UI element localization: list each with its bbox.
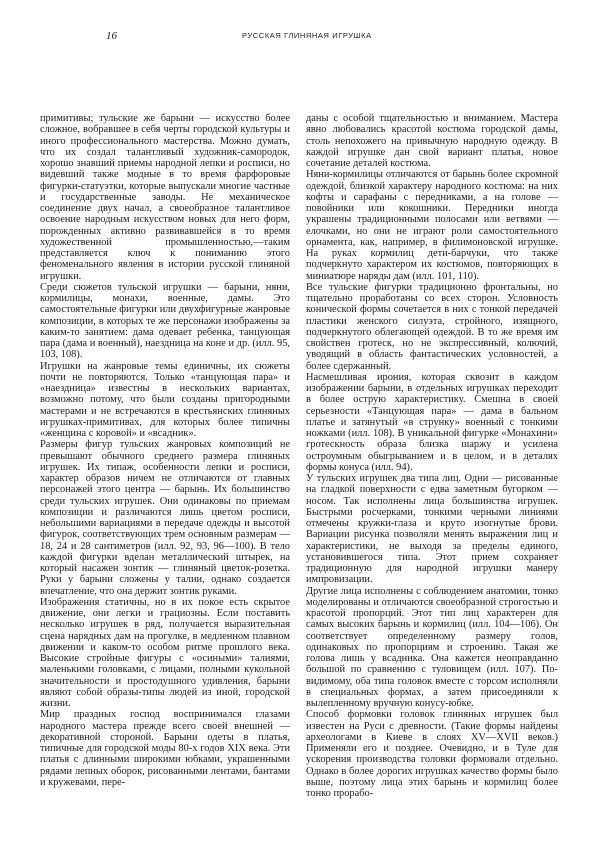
paragraph: Насмешливая ирония, которая сквозит в каждом изображении барыни, в отдельных игрушках переходит в более острую характеристику. Смешна в своей серьезности «Танцующая пара» — дама в бальном платье и затянутый «в струнку» военный с тонкими ножками (илл. 108). В уникальной фигурке «Монахини» гротескность образа близка шаржу и усилена остроумным обыгрыванием и в целом, и в деталях формы конуса (илл. 94). <box>306 371 558 473</box>
paragraph: Среди сюжетов тульской игрушки — барыни, няни, кормилицы, монахи, военные, дамы. Это самостоятельные фигурки или двухфигурные жанровые композиции, в которых те же персонажи изображены за каким-то занятием: дама одевает ребенка, танцующая пара (дама и военный), наездница на коне и др. (илл. 95, 103, 108). <box>40 281 290 361</box>
paragraph: Размеры фигур тульских жанровых композиций не превышают обычного среднего размера глиняных игрушек. Их типаж, особенности лепки и росписи, характер образов ничем не отличаются от главных персонажей этого центра — барынь. Их большинство среди тульских игрушек. Они одинаковы по приемам композиции и различаются лишь цветом росписи, небольшими вариациями в передаче одежды и высотой фигурок, соответствующих трем основным размерам — 18, 24 и 28 сантиметров (илл. 92, 93, 96—100). В тело каждой фигурки вделан металлический штырек, на который насажен зонтик — глиняный цветок-розетка. Руки у барыни сложены у талии, однако создается впечатление, что она держит зонтик руками. <box>40 439 290 597</box>
paragraph: даны с особой тщательностью и вниманием. Мастера явно любовались красотой костюма городской дамы, столь непохожего на привычную народную одежду. В каждой игрушке дан свой вариант платья, новое сочетание деталей костюма. <box>306 113 558 169</box>
left-text-column <box>40 113 290 788</box>
paragraph: Мир праздных господ воспринимался глазами народного мастера прежде всего своей внешней — декоративной стороной. Барыни одеты в платья, типичные для городской моды 80-х годов XIX века. Эти платья с длинными широкими юбками, украшенными рядами лепных оборок, рисованными лентами, бантами и кружевами, пере- <box>40 709 290 788</box>
page-number: 16 <box>106 30 117 42</box>
paragraph: Няни-кормилицы отличаются от барынь более скромной одеждой, близкой характеру народного костюма: на них кофты и сарафаны с передниками, а на голове — повойники или кокошники. Передники иногда украшены традиционными полосами или ветвями — елочками, но они не играют роли самостоятельного орнамента, как, например, в филимоновской игрушке. На руках кормилиц дети-барчуки, что также подчеркнуто характером их костюмов, повторяющих в миниатюре наряды дам (илл. 101, 110). <box>306 169 558 282</box>
paragraph: Все тульские фигурки традиционно фронтальны, но тщательно проработаны со всех сторон. Условность конической формы сочетается в них с тонкой передачей пластики женского силуэта, стройного, изящного, подчеркнутого облегающей одеждой. В то же время им свойствен гротеск, но не экспрессивный, колючий, уводящий в область фантастических условностей, а более сдержанный. <box>306 281 558 372</box>
paragraph: Другие лица исполнены с соблюдением анатомии, тонко моделированы и отличаются своеобразной строгостью и красотой пропорций. Этот тип лиц характерен для самых высоких барынь и кормилиц (илл. 104—106). Он соответствует определенному размеру голов, одинаковых по пропорциям и строению. Такая же голова лишь у всадника. Она кажется неоправданно большой по сравнению с туловищем (илл. 107). По-видимому, оба типа головок вместе с торсом исполняли в специальных формах, а затем присоединяли к вылепленному вручную конусу-юбке. <box>306 585 558 709</box>
paragraph: У тульских игрушек два типа лиц. Одни — рисованные на гладкой поверхности с едва заметным бугорком — носом. Так исполнены лица большинства игрушек. Быстрыми росчерками, тонкими черными линиями отмечены кружки-глаза и круто изогнутые брови. Вариации рисунка позволяли менять выражения лиц и характеристики, не выходя за пределы единого, установившегося типа. Этот прием сохраняет традиционную для народной игрушки манеру импровизации. <box>306 473 558 586</box>
running-title: РУССКАЯ ГЛИНЯНАЯ ИГРУШКА <box>242 31 372 40</box>
paragraph: Способ формовки головок глиняных игрушек был известен на Руси с древности. (Такие формы найдены археологами в Киеве в слоях XV—XVII веков.) Применяли его и позднее. Очевидно, и в Туле для ускорения производства головки формовали отдельно. Однако в более дорогих игрушках качество формы было выше, поэтому лица этих барынь и кормилиц более тонко прорабо- <box>306 709 558 799</box>
paragraph: Изображения статичны, но в их покое есть скрытое движение, они легки и грациозны. Если поставить несколько игрушек в ряд, получается выразительная сцена нарядных дам на прогулке, в медленном плавном движении и каком-то особом ритме прошлого века. Высокие стройные фигуры с «осиными» талиями, маленькими головками, с лицами, полными кукольной значительности и простодушного удивления, барыни являют собой образы-типы людей из иной, городской жизни. <box>40 596 290 709</box>
paragraph: Игрушки на жанровые темы единичны, их сюжеты почти не повторяются. Только «танцующая пара» и «наездница» известны в нескольких вариантах, возможно потому, что были созданы пригородными мастерами и не встречаются в крестьянских глиняных игрушках-примитивах, для которых более типичны «женщина с коровой» и «всадник». <box>40 360 290 439</box>
paragraph: примитивы; тульские же барыни — искусство более сложное, вобравшее в себя черты городской культуры и иного профессионального мастерства. Можно думать, что их создал талантливый художник-самородок, хорошо знавший приемы народной лепки и росписи, но видевший также модные в то время фарфоровые фигурки-статуэтки, которые выпускали многие частные и государственные заводы. Не механическое соединение двух начал, а своеобразное талантливое освоение народным искусством новых для него форм, порожденных активно развивавшейся в то время художественной промышленностью,—таким представляется ключ к пониманию этого феноменального явления в истории русской глиняной игрушки. <box>40 113 290 282</box>
right-text-column <box>306 113 558 799</box>
